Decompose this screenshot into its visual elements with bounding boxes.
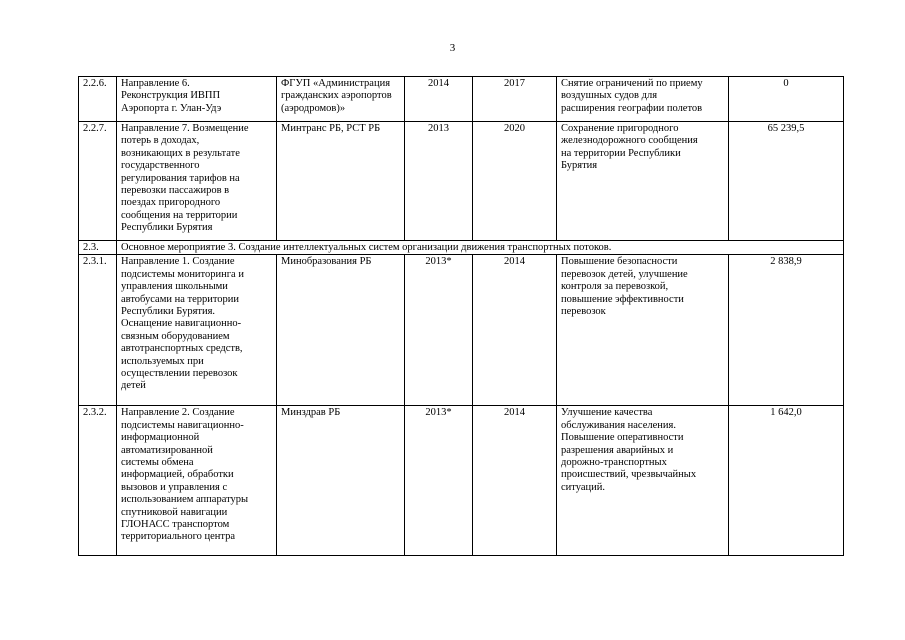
section-number: 2.3. — [79, 241, 117, 255]
expected-result: Улучшение качества обслуживания населения. Повышение оперативности разрешения аварийных и дорожно-транспортных происшествий, чрезвычайных ситуаций. — [557, 406, 729, 556]
measure-name: Направление 2. Создание подсистемы навигационно- информационной автоматизированной системы обмена информацией, обработки вызовов и управления с использованием аппаратуры спутниковой навигации ГЛОНАСС транспортом территориального центра — [117, 406, 277, 556]
measure-name: Направление 1. Создание подсистемы мониторинга и управления школьными автобусами на территории Республики Бурятия. Оснащение навигационно- связным оборудованием автотранспортных средств, используемых при осуществлении перевозок детей — [117, 255, 277, 406]
end-year: 2017 — [473, 77, 557, 122]
funding-amount: 2 838,9 — [729, 255, 844, 406]
table-row — [79, 406, 844, 556]
measures-table — [78, 76, 844, 556]
table-row — [79, 77, 844, 122]
row-number: 2.2.7. — [79, 122, 117, 241]
expected-result: Повышение безопасности перевозок детей, улучшение контроля за перевозкой, повышение эффективности перевозок — [557, 255, 729, 406]
expected-result: Снятие ограничений по приему воздушных судов для расширения географии полетов — [557, 77, 729, 122]
section-row — [79, 241, 844, 255]
table-row — [79, 122, 844, 241]
start-year: 2014 — [405, 77, 473, 122]
measure-name: Направление 7. Возмещение потерь в доходах, возникающих в результате государственного регулирования тарифов на перевозки пассажиров в поездах пригородного сообщения на территории Республики Бурятия — [117, 122, 277, 241]
measure-name: Направление 6. Реконструкция ИВПП Аэропорта г. Улан-Удэ — [117, 77, 277, 122]
start-year: 2013* — [405, 255, 473, 406]
executor: Минтранс РБ, РСТ РБ — [277, 122, 405, 241]
expected-result: Сохранение пригородного железнодорожного сообщения на территории Республики Бурятия — [557, 122, 729, 241]
executor: ФГУП «Администрация гражданских аэропортов (аэродромов)» — [277, 77, 405, 122]
page-number: 3 — [449, 42, 456, 54]
table-row — [79, 255, 844, 406]
executor: Минздрав РБ — [277, 406, 405, 556]
row-number: 2.3.1. — [79, 255, 117, 406]
funding-amount: 0 — [729, 77, 844, 122]
end-year: 2014 — [473, 406, 557, 556]
start-year: 2013* — [405, 406, 473, 556]
row-number: 2.2.6. — [79, 77, 117, 122]
end-year: 2014 — [473, 255, 557, 406]
funding-amount: 65 239,5 — [729, 122, 844, 241]
section-title: Основное мероприятие 3. Создание интеллектуальных систем организации движения транспортных потоков. — [117, 241, 844, 255]
start-year: 2013 — [405, 122, 473, 241]
executor: Минобразования РБ — [277, 255, 405, 406]
end-year: 2020 — [473, 122, 557, 241]
funding-amount: 1 642,0 — [729, 406, 844, 556]
row-number: 2.3.2. — [79, 406, 117, 556]
